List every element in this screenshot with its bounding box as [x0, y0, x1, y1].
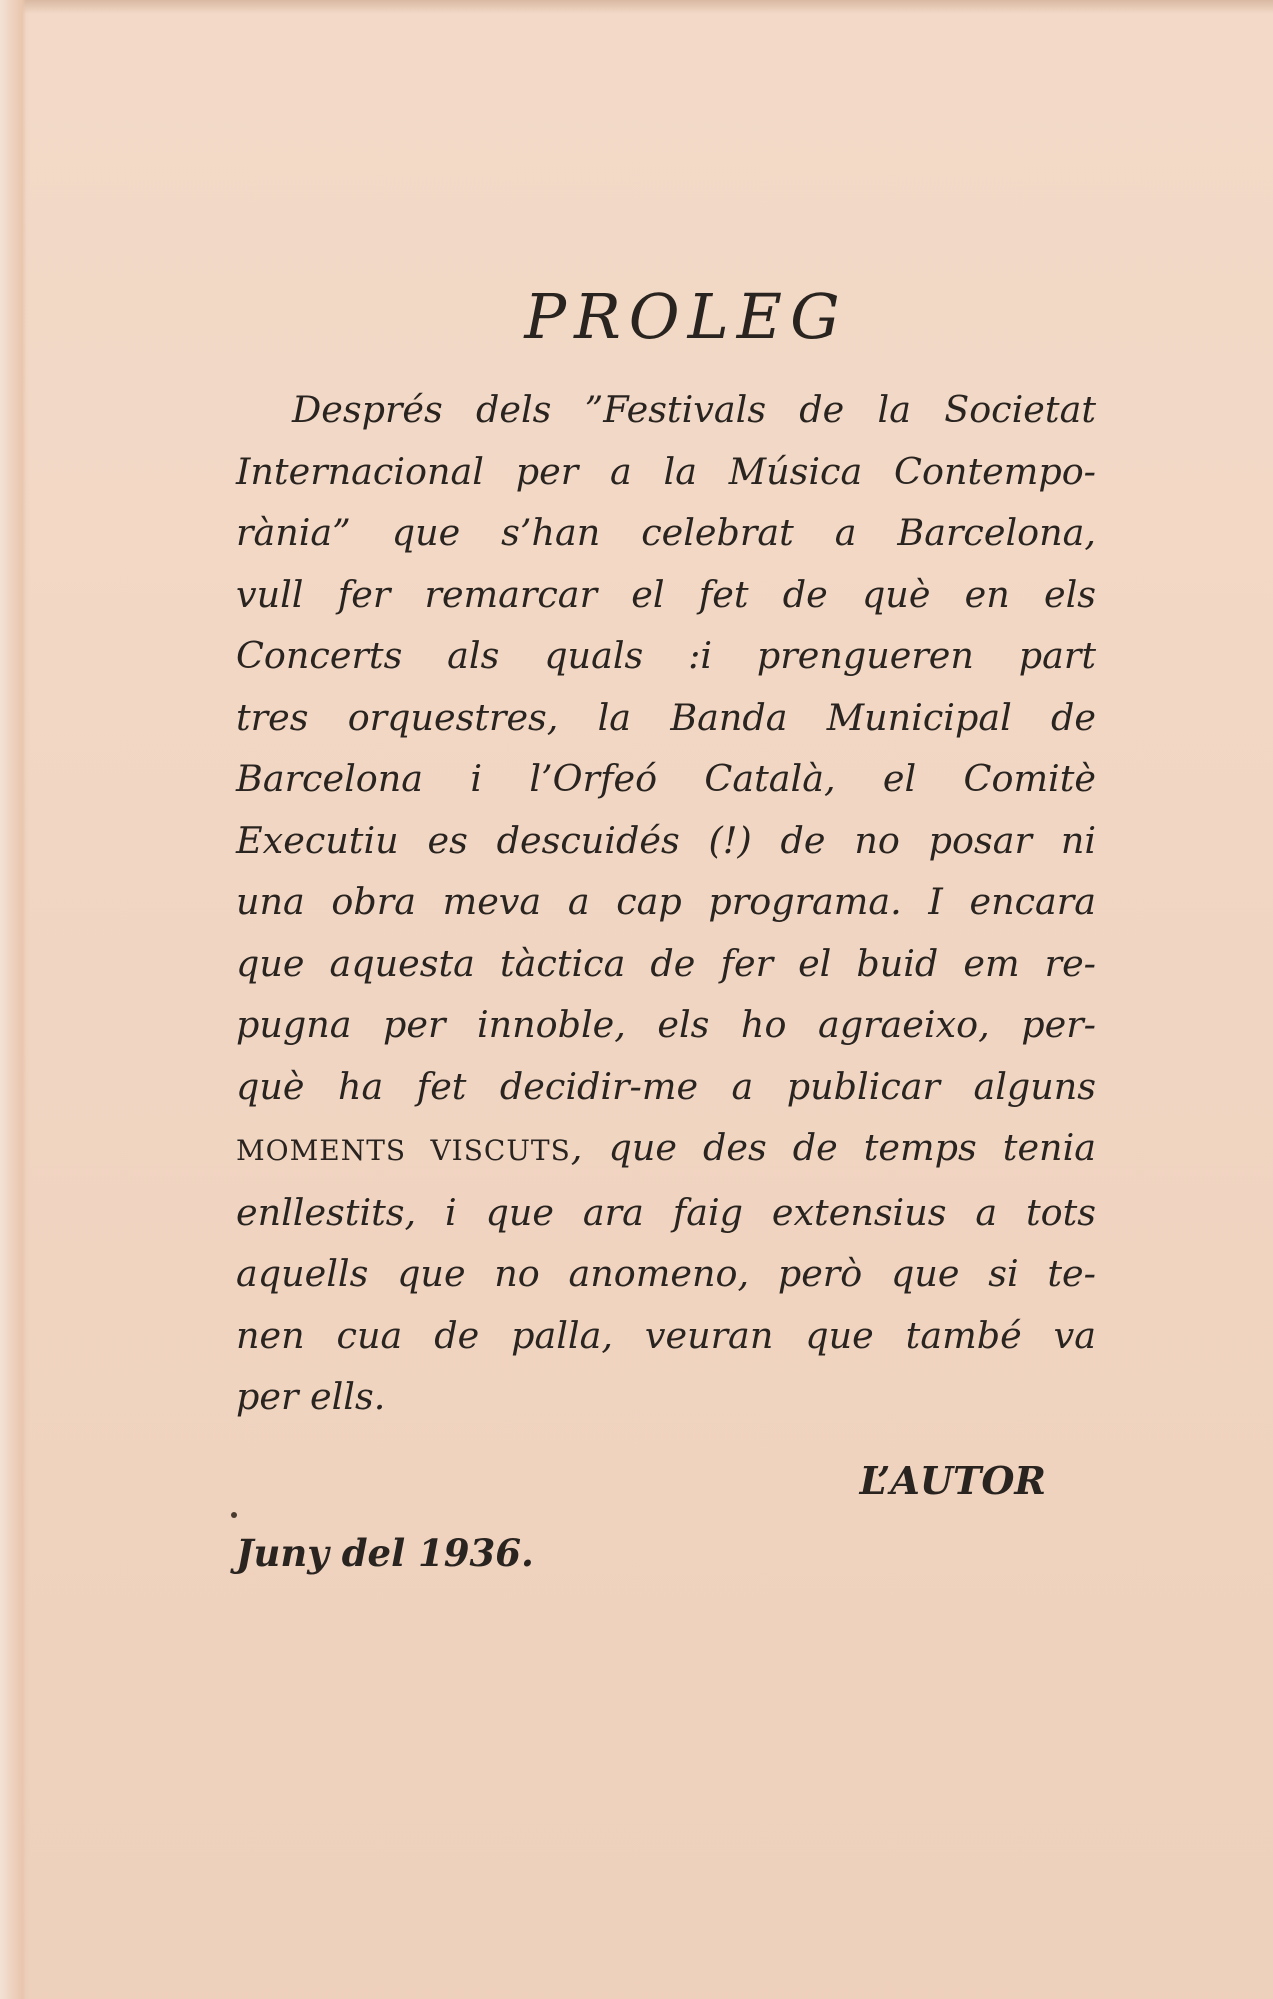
- paragraph-line: per ells.: [236, 1375, 386, 1418]
- paragraph-line: pugna per innoble, els ho agraeixo, per-: [236, 1003, 1096, 1046]
- paragraph-line: Després dels ”Festivals de la Societat: [292, 388, 1096, 431]
- paragraph-line: Internacional per a la Música Contempo-: [236, 449, 1096, 493]
- paragraph-line: tres orquestres, la Banda Municipal de: [236, 695, 1096, 739]
- paragraph-line: MOMENTS VISCUTS, que des de temps tenia: [236, 1126, 1096, 1169]
- prologue-text-block: [236, 280, 1096, 1575]
- page-title: PROLEG: [524, 280, 848, 353]
- paragraph-line: enllestits, i que ara faig extensius a tots: [236, 1190, 1096, 1234]
- paragraph-line: rània” que s’han celebrat a Barcelona,: [236, 511, 1096, 554]
- paragraph-line: que aquesta tàctica de fer el buid em re-: [236, 941, 1096, 985]
- paragraph-line: Executiu es descuidés (!) de no posar ni: [236, 818, 1096, 862]
- paragraph-line: una obra meva a cap programa. I encara: [236, 880, 1096, 923]
- ink-dot: [231, 1512, 237, 1518]
- paragraph-line: Barcelona i l’Orfeó Català, el Comitè: [236, 757, 1096, 800]
- paper-top-edge: [0, 0, 1273, 14]
- author-signature: L’AUTOR: [859, 1457, 1046, 1503]
- date-line: Juny del 1936.: [236, 1530, 534, 1575]
- paragraph-line: aquells que no anomeno, però que si te-: [236, 1252, 1096, 1295]
- small-caps-phrase: MOMENTS VISCUTS: [236, 1134, 571, 1167]
- paper-left-edge: [0, 0, 26, 1999]
- prologue-paragraph: [236, 379, 1096, 1428]
- paragraph-line: què ha fet decidir-me a publicar alguns: [236, 1064, 1096, 1108]
- paragraph-line: vull fer remarcar el fet de què en els: [236, 572, 1096, 616]
- paragraph-line: Concerts als quals :i prengueren part: [236, 634, 1096, 677]
- paragraph-line: nen cua de palla, veuran que també va: [236, 1313, 1096, 1357]
